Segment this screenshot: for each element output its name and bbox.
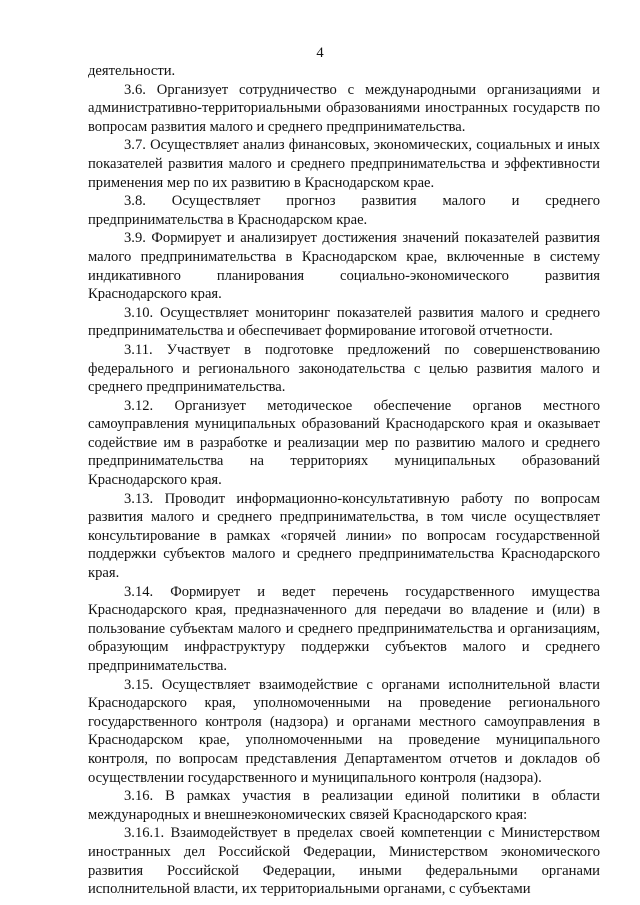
- page-number: 4: [316, 45, 324, 61]
- paragraph-3-11: 3.11. Участвует в подготовке предложений по совершенствованию федерального и регионального законодательства с целью развития малого и среднего предпринимательства.: [88, 341, 600, 396]
- paragraph-continuation: деятельности.: [88, 63, 176, 79]
- paragraph-3-16: 3.16. В рамках участия в реализации единой политики в области международных и внешнеэкономических связей Краснодарского края:: [88, 788, 600, 823]
- paragraph-3-13: 3.13. Проводит информационно-консультативную работу по вопросам развития малого и среднего предпринимательства, в том числе осуществляет консультирование в рамках «горячей линии» по вопросам государственной поддержки субъектов малого и среднего предпринимательства Краснодарского края.: [88, 490, 600, 582]
- paragraph-3-16-1: 3.16.1. Взаимодействует в пределах своей компетенции с Министерством иностранных дел Российской Федерации, Министерством экономического развития Российской Федерации, иными федеральными органами исполнительной власти, их территориальными органами, с субъектами: [88, 825, 600, 898]
- paragraph-3-15: 3.15. Осуществляет взаимодействие с органами исполнительной власти Краснодарского края, уполномоченными на проведение регионального государственного контроля (надзора) и органами местного самоуправления в Краснодарском крае, уполномоченными на проведение муниципального контроля, по вопросам представления Департаментом отчетов и докладов об осуществлении государственного и муниципального контроля (надзора).: [88, 676, 600, 786]
- paragraph-3-14: 3.14. Формирует и ведет перечень государственного имущества Краснодарского края, предназначенного для передачи во владение и (или) в пользование субъектам малого и среднего предпринимательства и организациям, образующим инфраструктуру поддержки субъектов малого и среднего предпринимательства.: [88, 583, 600, 674]
- paragraph-3-10: 3.10. Осуществляет мониторинг показателей развития малого и среднего предпринимательства и обеспечивает формирование итоговой отчетности.: [88, 304, 600, 340]
- paragraph-3-6: 3.6. Организует сотрудничество с международными организациями и административно-территориальными образованиями иностранных государств по вопросам развития малого и среднего предпринимательства.: [88, 81, 600, 135]
- document-body: [88, 62, 600, 899]
- paragraph-3-7: 3.7. Осуществляет анализ финансовых, экономических, социальных и иных показателей развития малого и среднего предпринимательства и эффективности применения мер по их развитию в Краснодарском крае.: [88, 137, 600, 191]
- paragraph-3-12: 3.12. Организует методическое обеспечение органов местного самоуправления муниципальных образований Краснодарского края и оказывает содействие им в разработке и реализации мер по развитию малого и среднего предпринимательства на территориях муниципальных образований Краснодарского края.: [88, 397, 600, 489]
- paragraph-3-9: 3.9. Формирует и анализирует достижения значений показателей развития малого предпринимательства в Краснодарском крае, включенные в систему индикативного планирования социально-экономического развития Краснодарского края.: [88, 230, 600, 303]
- paragraph-3-8: 3.8. Осуществляет прогноз развития малого и среднего предпринимательства в Краснодарском крае.: [88, 193, 600, 228]
